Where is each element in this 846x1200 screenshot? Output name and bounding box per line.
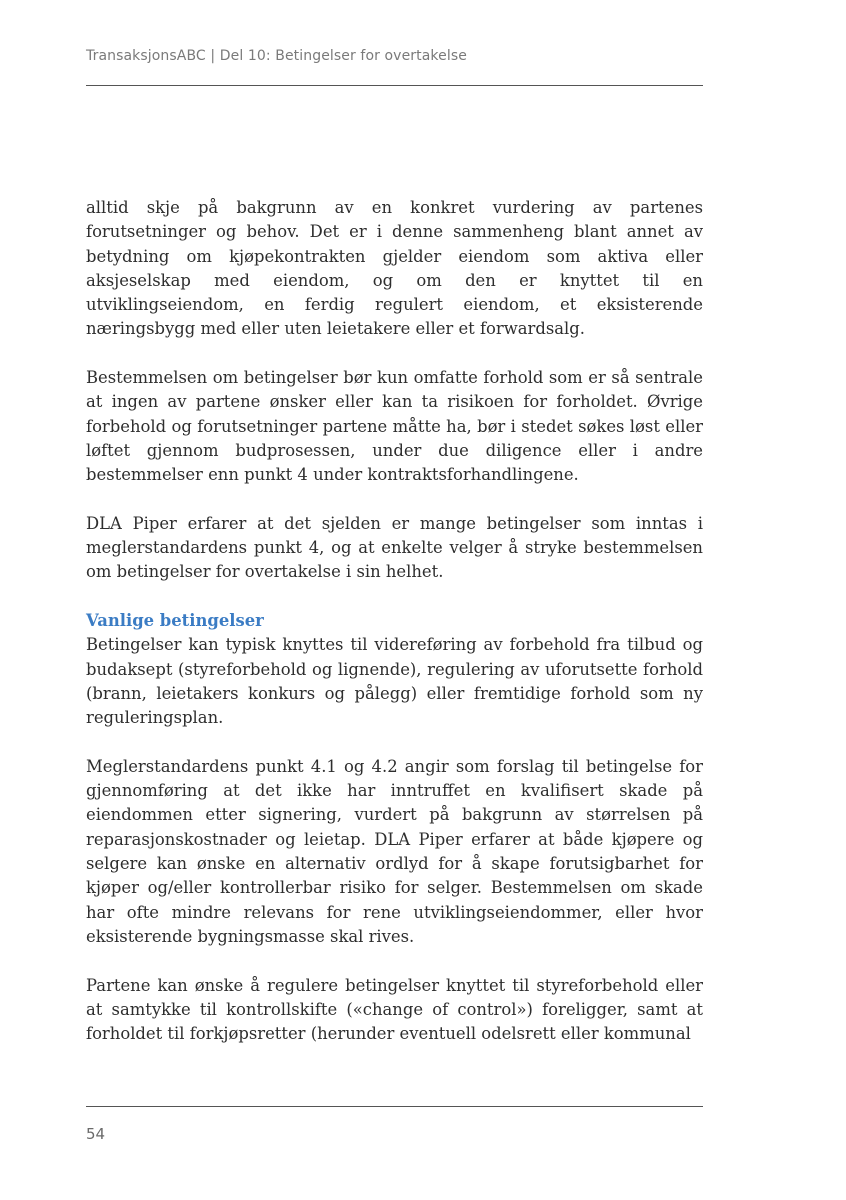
header-divider: [86, 85, 703, 86]
paragraph-1: alltid skje på bakgrunn av en konkret vurdering av partenes forutsetninger og behov. Det er i denne sammenheng blant annet av betydning om kjøpekontrakten gjelder eiendom som aktiva eller aksjeselskap med eiendom, og om den er knyttet til en utviklingseiendom, en ferdig regulert eiendom, et eksisterende næringsbygg med eller uten leietakere eller et forwardsalg.: [86, 198, 703, 339]
paragraph-3: DLA Piper erfarer at det sjelden er mange betingelser som inntas i meglerstandardens punkt 4, og at enkelte velger å stryke bestemmelsen om betingelser for overtakelse i sin helhet.: [86, 513, 703, 582]
paragraph-gap: [86, 731, 703, 755]
paragraph-gap: [86, 585, 703, 609]
running-header: TransaksjonsABC | Del 10: Betingelser for overtakelse: [86, 48, 467, 64]
paragraph-gap: [86, 488, 703, 512]
body-text: [86, 196, 703, 1046]
paragraph-gap: [86, 949, 703, 973]
paragraph-2: Bestemmelsen om betingelser bør kun omfatte forhold som er så sentrale at ingen av partene ønsker eller kan ta risikoen for forholdet. Øvrige forbehold og forutsetninger partene måtte ha, bør i stedet søkes løst eller løftet gjennom budprosessen, under due diligence eller i andre bestemmelser enn punkt 4 under kontraktsforhandlingene.: [86, 368, 703, 485]
page-number: 54: [86, 1125, 106, 1143]
section-subheading: Vanlige betingelser: [86, 611, 264, 631]
paragraph-gap: [86, 342, 703, 366]
paragraph-4: Betingelser kan typisk knyttes til videreføring av forbehold fra tilbud og budaksept (styreforbehold og lignende), regulering av uforutsette forhold (brann, leietakers konkurs og pålegg) eller fremtidige forhold som ny reguleringsplan.: [86, 635, 703, 728]
paragraph-5: Meglerstandardens punkt 4.1 og 4.2 angir som forslag til betingelse for gjennomføring at det ikke har inntruffet en kvalifisert skade på eiendommen etter signering, vurdert på bakgrunn av størrelsen på reparasjonskostnader og leietap. DLA Piper erfarer at både kjøpere og selgere kan ønske en alternativ ordlyd for å skape forutsigbarhet for kjøper og/eller kontrollerbar risiko for selger. Bestemmelsen om skade har ofte mindre relevans for rene utviklingseiendommer, eller hvor eksisterende bygningsmasse skal rives.: [86, 756, 703, 946]
footer-divider: [86, 1106, 703, 1107]
paragraph-6: Partene kan ønske å regulere betingelser knyttet til styreforbehold eller at samtykke til kontrollskifte («change of control») foreligger, samt at forholdet til forkjøpsretter (herunder eventuell odelsrett eller kommunal: [86, 975, 703, 1044]
